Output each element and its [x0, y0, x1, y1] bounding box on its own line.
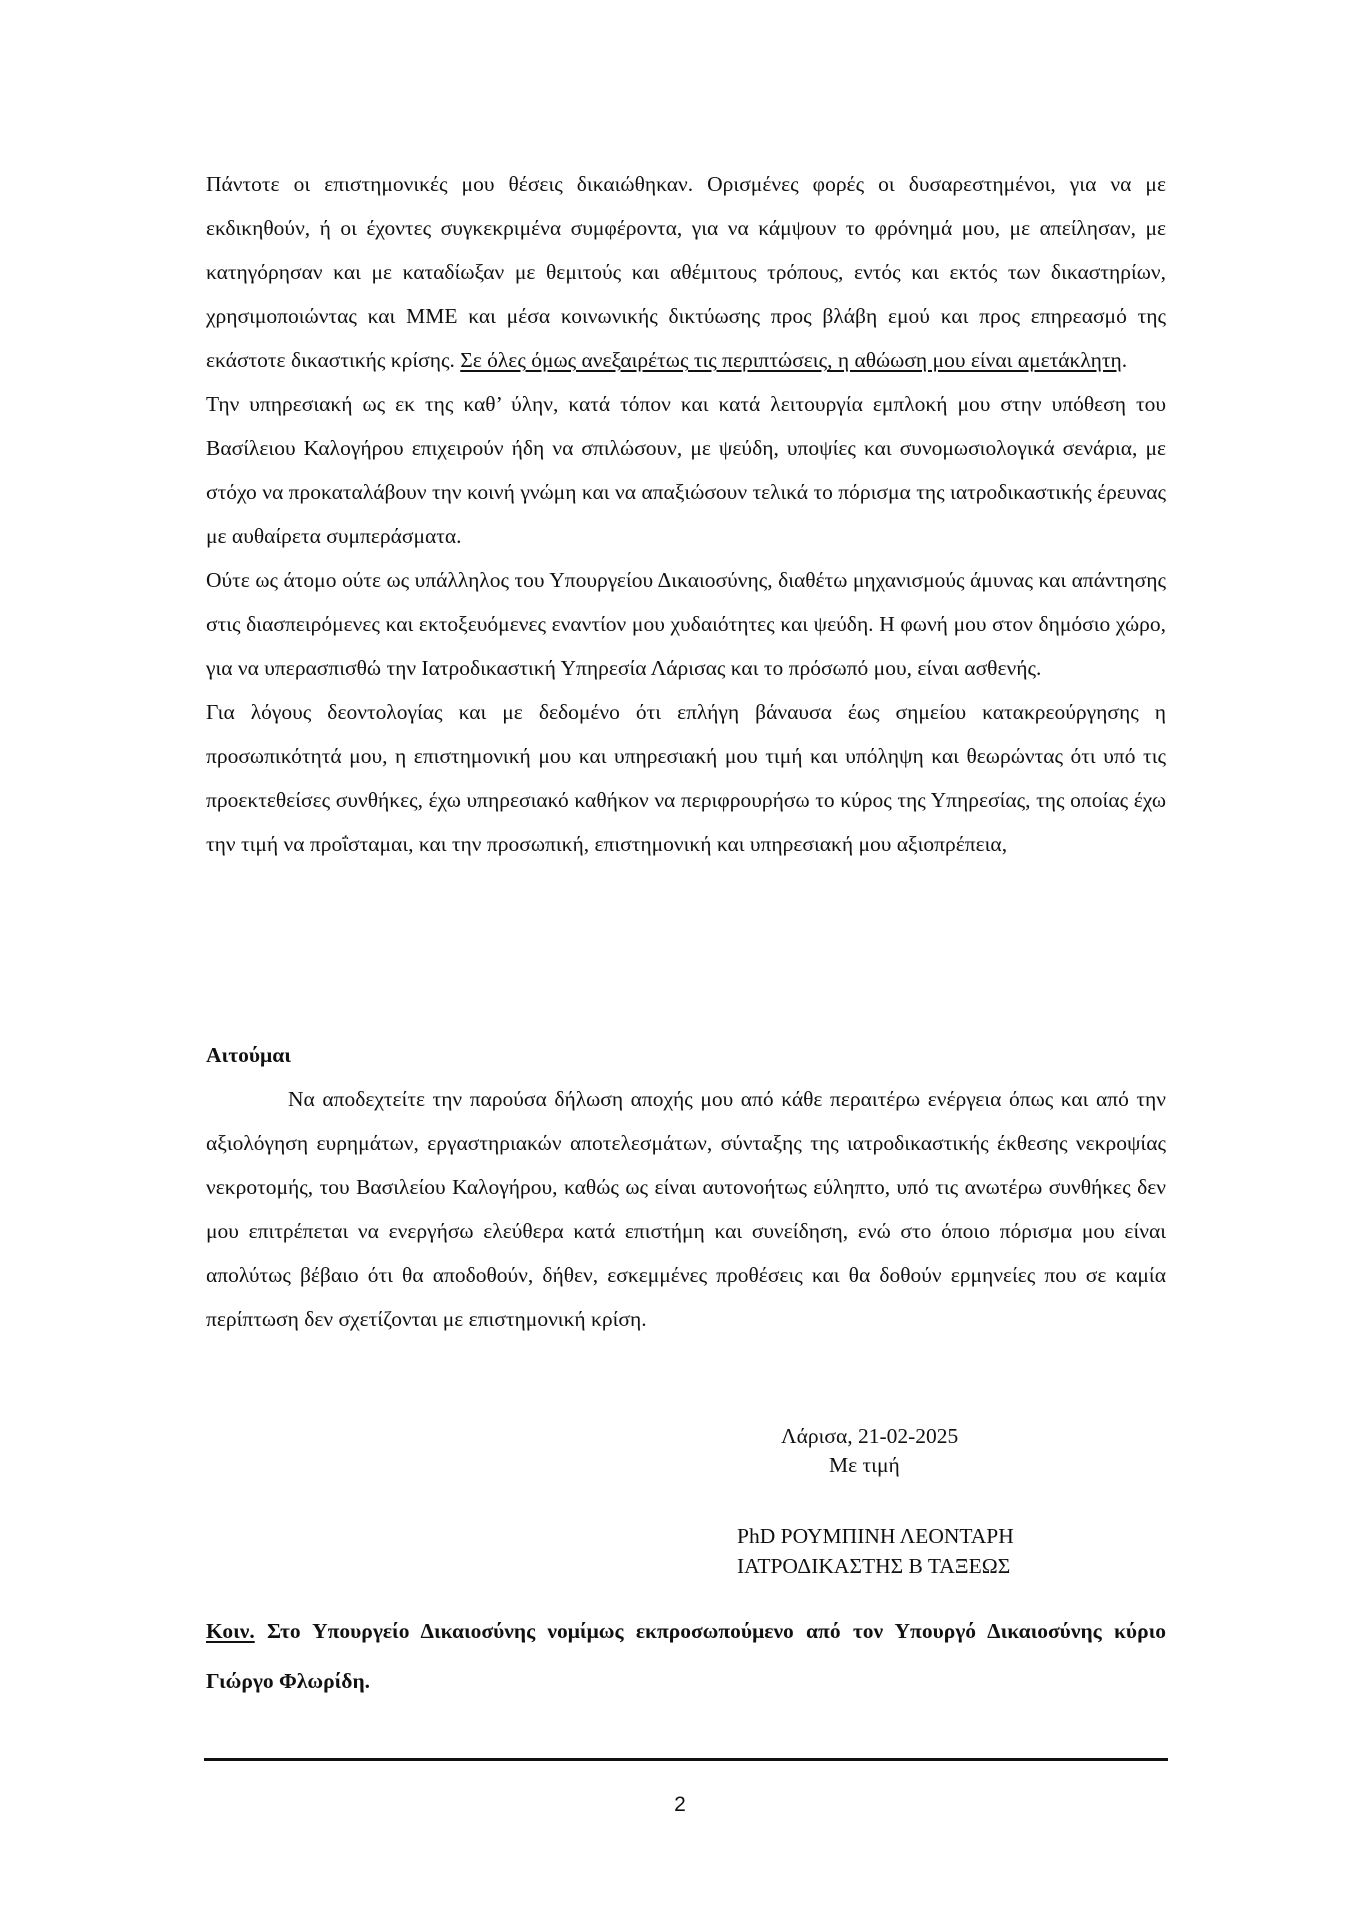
footer-divider — [204, 1758, 1168, 1761]
paragraph-vindication-end: . — [1121, 348, 1128, 372]
paragraph-involvement: Την υπηρεσιακή ως εκ της καθ’ ύλην, κατά τόπον και κατά λειτουργία εμπλοκή μου στην υπόθεση του Βασίλειου Καλογήρου επιχειρούν ήδη να σπιλώσουν, με ψεύδη, υποψίες και συνομωσιολογικά σενάρια, με στόχο να προκαταλάβουν την κοινή γνώμη και να απαξιώσουν τελικά το πόρισμα της ιατροδικαστικής έρευνας με αυθαίρετα συμπεράσματα. — [206, 392, 1166, 548]
paragraph-vindication — [206, 162, 1166, 382]
paragraph-reasons: Για λόγους δεοντολογίας και με δεδομένο ότι επλήγη βάναυσα έως σημείου κατακρεούργησης η προσωπικότητά μου, η επιστημονική μου και υπηρεσιακή μου τιμή και υπόληψη και θεωρώντας ότι υπό τις προεκτεθείσες συνθήκες, έχω υπηρεσιακό καθήκον να περιφρουρήσω το κύρος της Υπηρεσίας, της οποίας έχω την τιμή να προΐσταμαι, και την προσωπική, επιστημονική και υπηρεσιακή μου αξιοπρέπεια, — [206, 700, 1166, 856]
paragraph-vindication-text: Πάντοτε οι επιστημονικές μου θέσεις δικαιώθηκαν. Ορισμένες φορές οι δυσαρεστημένοι, για να με εκδικηθούν, ή οι έχοντες συγκεκριμένα συμφέροντα, για να κάμψουν το φρόνημά μου, με απείλησαν, με κατηγόρησαν και με καταδίωξαν με θεμιτούς και αθέμιτους τρόπους, εντός και εκτός των δικαστηρίων, χρησιμοποιώντας και ΜΜΕ και μέσα κοινωνικής δικτύωσης προς βλάβη εμού και προς επηρεασμό της εκάστοτε δικαστικής κρίσης. — [206, 172, 1166, 372]
signatory-name: PhD ΡΟΥΜΠΙΝΗ ΛΕΟΝΤΑΡΗ — [737, 1524, 1014, 1548]
letter-body — [206, 162, 1166, 866]
request-heading: Αιτούμαι — [206, 1043, 291, 1067]
signatory-title: ΙΑΤΡΟΔΙΚΑΣΤΗΣ Β ΤΑΞΕΩΣ — [737, 1554, 1011, 1578]
cc-text: Στο Υπουργείο Δικαιοσύνης νομίμως εκπροσωπούμενο από τον Υπουργό Δικαιοσύνης κύριο Γιώργο Φλωρίδη. — [206, 1619, 1166, 1693]
paragraph-vindication-underlined: Σε όλες όμως ανεξαιρέτως τις περιπτώσεις, η αθώωση μου είναι αμετάκλητη — [460, 348, 1122, 372]
request-text: Να αποδεχτείτε την παρούσα δήλωση αποχής μου από κάθε περαιτέρω ενέργεια όπως και από την αξιολόγηση ευρημάτων, εργαστηριακών αποτελεσμάτων, σύνταξης της ιατροδικαστικής έκθεσης νεκροψίας νεκροτομής, του Βασιλείου Καλογήρου, καθώς ως είναι αυτονοήτως εύληπτο, υπό τις ανωτέρω συνθήκες δεν μου επιτρέπεται να ενεργήσω ελεύθερα κατά επιστήμη και συνείδηση, ενώ στο όποιο πόρισμα μου είναι απολύτως βέβαιο ότι θα αποδοθούν, δήθεν, εσκεμμένες προθέσεις και θα δοθούν ερμηνείες που σε καμία περίπτωση δεν σχετίζονται με επιστημονική κρίση. — [206, 1087, 1166, 1331]
paragraph-defense: Ούτε ως άτομο ούτε ως υπάλληλος του Υπουργείου Δικαιοσύνης, διαθέτω μηχανισμούς άμυνας και απάντησης στις διασπειρόμενες και εκτοξευόμενες εναντίον μου χυδαιότητες και ψεύδη. Η φωνή μου στον δημόσιο χώρο, για να υπερασπισθώ την Ιατροδικαστική Υπηρεσία Λάρισας και το πρόσωπό μου, είναι ασθενής. — [206, 568, 1166, 680]
page-number: 2 — [674, 1793, 686, 1816]
cc-label: Κοιν. — [206, 1619, 255, 1643]
place-date: Λάρισα, 21-02-2025 — [781, 1424, 959, 1448]
salutation: Με τιμή — [829, 1453, 900, 1477]
request-section — [206, 1033, 1166, 1341]
cc-notice — [206, 1606, 1166, 1706]
